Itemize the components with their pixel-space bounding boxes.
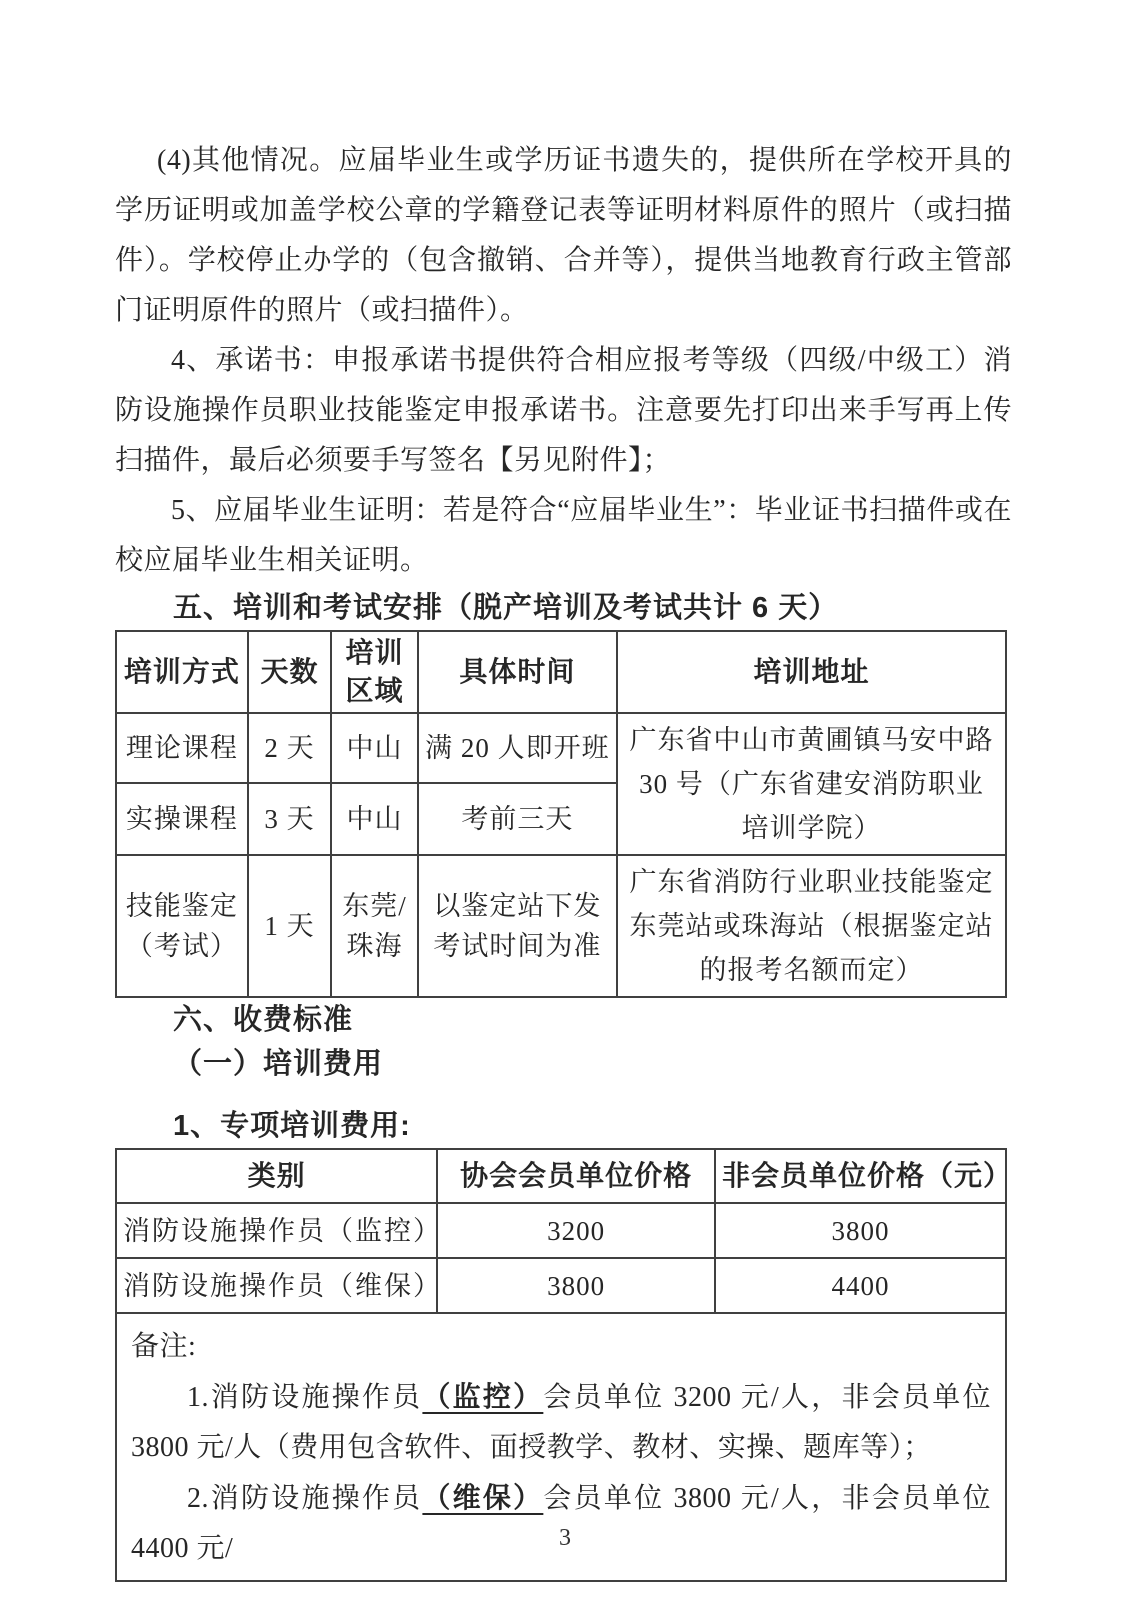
fee-header-member-price: 协会会员单位价格 xyxy=(437,1149,715,1203)
schedule-row-theory xyxy=(116,713,1006,783)
cell-nonmember-price: 4400 xyxy=(715,1258,1006,1313)
schedule-header-days: 天数 xyxy=(248,631,332,713)
paragraph-commitment-letter: 4、承诺书：申报承诺书提供符合相应报考等级（四级/中级工）消防设施操作员职业技能鉴定申报承诺书。注意要先打印出来手写再上传扫描件，最后必须要手写签名【另见附件】； xyxy=(115,345,1012,476)
cell-mode: 技能鉴定（考试） xyxy=(116,855,248,997)
remark-emphasis-monitoring: （监控） xyxy=(422,1381,544,1412)
item-heading-special-training-fee: 1、专项培训费用: xyxy=(173,1110,411,1142)
cell-mode: 理论课程 xyxy=(116,713,248,783)
cell-time: 考前三天 xyxy=(418,783,617,855)
schedule-header-mode: 培训方式 xyxy=(116,631,248,713)
cell-category: 消防设施操作员（维保） xyxy=(116,1258,437,1313)
paragraph-graduate-proof: 5、应届毕业生证明：若是符合“应届毕业生”：毕业证书扫描件或在校应届毕业生相关证明。 xyxy=(115,495,1012,576)
fee-row-maintenance xyxy=(116,1258,1006,1313)
remark-prefix: 2.消防设施操作员 xyxy=(187,1483,423,1514)
remark-rest: 会员单位 3800 元/人，非会员单位 4400 元/ xyxy=(131,1483,991,1564)
paragraph-other-cases: (4)其他情况。应届毕业生或学历证书遗失的，提供所在学校开具的学历证明或加盖学校公章的学籍登记表等证明材料原件的照片（或扫描件）。学校停止办学的（包含撤销、合并等），提供当地教育行政主管部门证明原件的照片（或扫描件）。 xyxy=(115,145,1012,326)
cell-days: 2 天 xyxy=(248,713,332,783)
schedule-header-row xyxy=(116,631,1006,713)
remarks-label: 备注: xyxy=(131,1331,197,1362)
subsection-heading-training-fee: （一）培训费用 xyxy=(173,1048,384,1080)
cell-days: 3 天 xyxy=(248,783,332,855)
cell-category: 消防设施操作员（监控） xyxy=(116,1203,437,1258)
fee-header-row xyxy=(116,1149,1006,1203)
cell-time: 以鉴定站下发考试时间为准 xyxy=(418,855,617,997)
cell-region: 中山 xyxy=(331,783,417,855)
cell-region: 东莞/珠海 xyxy=(331,855,417,997)
remark-item-maintenance xyxy=(131,1473,991,1574)
remark-emphasis-maintenance: （维保） xyxy=(422,1482,544,1513)
remark-prefix: 1.消防设施操作员 xyxy=(187,1382,423,1413)
fee-header-nonmember-price: 非会员单位价格（元） xyxy=(715,1149,1006,1203)
cell-nonmember-price: 3800 xyxy=(715,1203,1006,1258)
cell-member-price: 3200 xyxy=(437,1203,715,1258)
fee-row-monitoring xyxy=(116,1203,1006,1258)
cell-days: 1 天 xyxy=(248,855,332,997)
section-heading-fees: 六、收费标准 xyxy=(173,1004,354,1036)
remark-item-monitoring xyxy=(131,1372,991,1473)
cell-region: 中山 xyxy=(331,713,417,783)
fee-header-category: 类别 xyxy=(116,1149,437,1203)
schedule-header-address: 培训地址 xyxy=(617,631,1006,713)
cell-mode: 实操课程 xyxy=(116,783,248,855)
cell-address-zhongshan: 广东省中山市黄圃镇马安中路 30 号（广东省建安消防职业培训学院） xyxy=(617,713,1006,855)
training-fee-table xyxy=(115,1148,1012,1314)
schedule-row-exam xyxy=(116,855,1006,997)
cell-address-exam-station: 广东省消防行业职业技能鉴定东莞站或珠海站（根据鉴定站的报考名额而定） xyxy=(617,855,1006,997)
schedule-header-time: 具体时间 xyxy=(418,631,617,713)
schedule-header-region: 培训区域 xyxy=(331,631,417,713)
page-number: 3 xyxy=(559,1525,571,1551)
training-schedule-table xyxy=(115,630,1007,998)
cell-member-price: 3800 xyxy=(437,1258,715,1313)
cell-time: 满 20 人即开班 xyxy=(418,713,617,783)
section-heading-training-schedule: 五、培训和考试安排（脱产培训及考试共计 6 天） xyxy=(173,592,839,624)
remark-rest: 会员单位 3200 元/人，非会员单位 3800 元/人（费用包含软件、面授教学、教材、实操、题库等）； xyxy=(131,1382,991,1463)
